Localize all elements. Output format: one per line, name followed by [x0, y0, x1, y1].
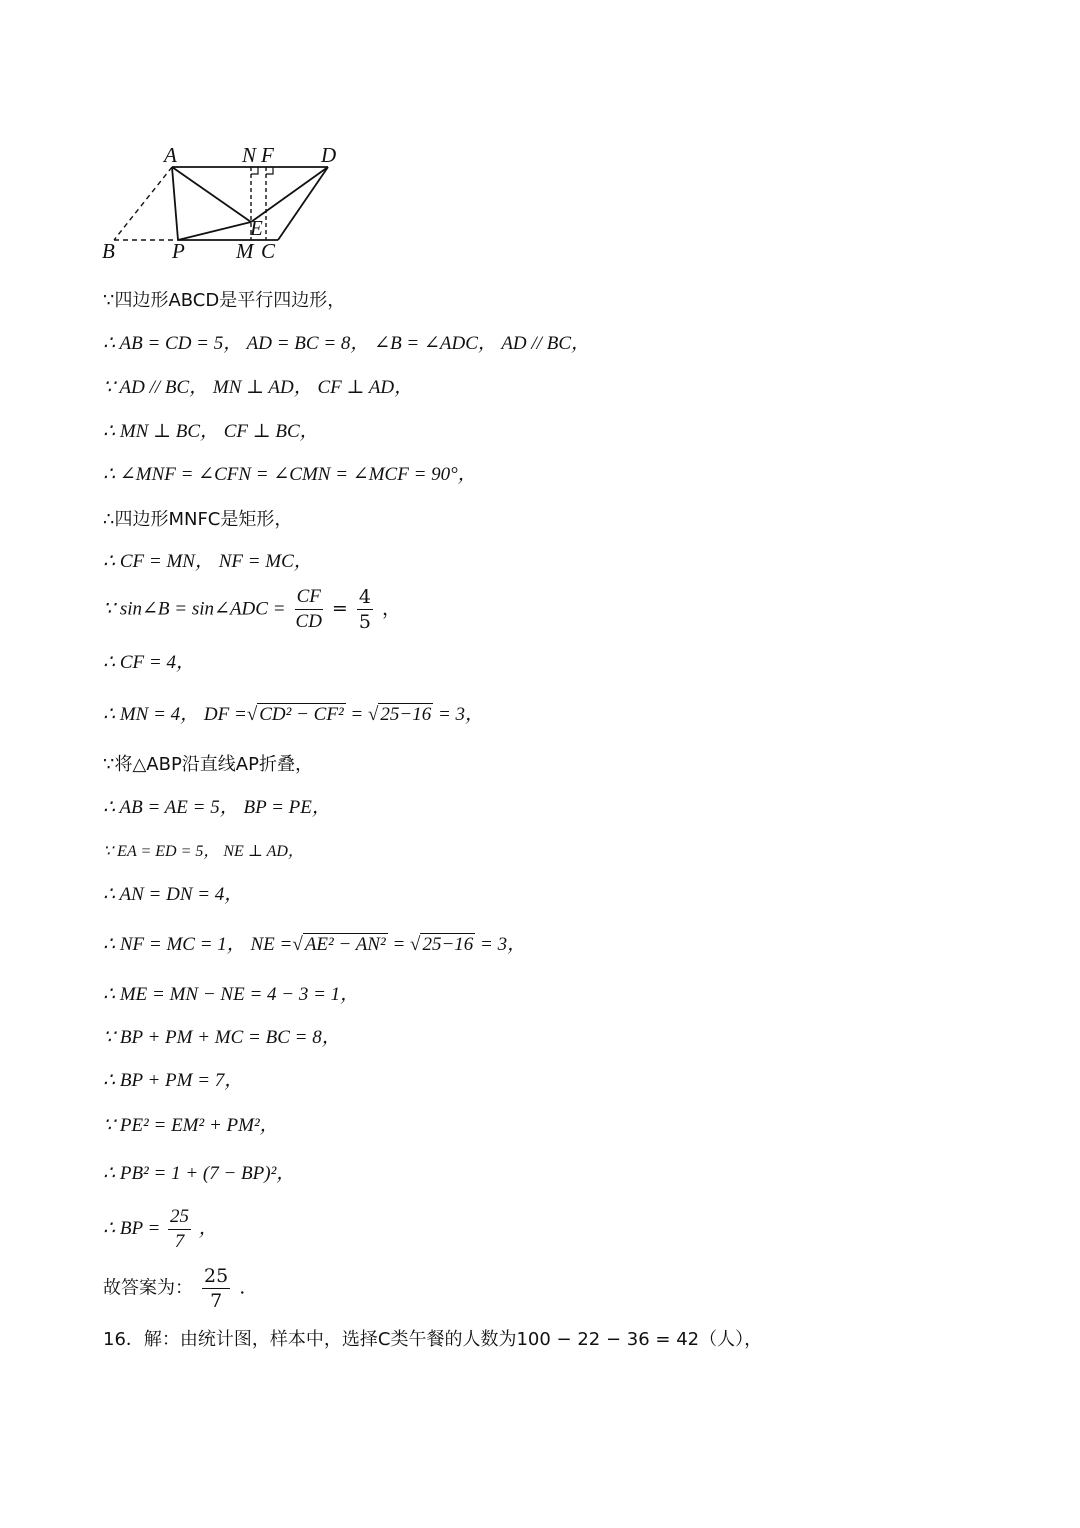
- proof-line: ∴ PB² = 1 + (7 − BP)²，: [103, 1163, 296, 1184]
- question-16-line: 16．解：由统计图，样本中，选择C类午餐的人数为100 − 22 − 36 = 42（人），: [103, 1329, 763, 1350]
- proof-line-sqrt: ∴ NF = MC = 1， NE =√ AE² − AN² = √ 25−16 = 3，: [103, 934, 527, 955]
- proof-line: ∴ ME = MN − NE = 4 − 3 = 1，: [103, 984, 360, 1005]
- proof-line: ∴ BP + PM = 7，: [103, 1070, 244, 1091]
- proof-line: ∵ EA = ED = 5， NE ⊥ AD，: [103, 843, 304, 860]
- proof-line: ∴四边形MNFC是矩形，: [103, 509, 293, 530]
- answer-line: [103, 1264, 245, 1313]
- proof-line: ∴ AN = DN = 4，: [103, 884, 244, 905]
- expression: ∵ sin∠B = sin∠ADC =: [103, 598, 286, 620]
- fraction: $\frac{25}{7}$: [204, 1265, 229, 1312]
- proof-line: ∵ BP + PM + MC = BC = 8，: [103, 1027, 341, 1048]
- proof-line: ∵ PE² = EM² + PM²，: [103, 1115, 279, 1136]
- proof-line: ∴ AB = CD = 5， AD = BC = 8， ∠B = ∠ADC， AD // BC，: [103, 333, 590, 354]
- expression: ∴ MN = 4， DF =: [103, 704, 247, 725]
- expression: ∴ NF = MC = 1， NE =: [103, 934, 293, 955]
- label-P: P: [172, 239, 185, 263]
- expression: ∴ BP =: [103, 1217, 161, 1239]
- proof-line: ∴ AB = AE = 5， BP = PE，: [103, 797, 331, 818]
- proof-line: ∴ CF = 4，: [103, 652, 195, 673]
- equals: =: [331, 597, 348, 620]
- proof-line-fraction: [103, 585, 401, 634]
- proof-line: ∵四边形ABCD是平行四边形，: [103, 290, 346, 311]
- punctuation: ，: [382, 597, 402, 620]
- label-A: A: [164, 143, 177, 167]
- equals: =: [350, 704, 364, 725]
- answer-label: 故答案为：: [103, 1277, 193, 1299]
- punctuation: .: [239, 1276, 246, 1299]
- fraction: $\frac{CF}{CD}$: [295, 586, 322, 632]
- expression: = 3，: [437, 704, 485, 725]
- sqrt-expression: 25−16: [422, 934, 474, 955]
- equals: =: [392, 934, 406, 955]
- label-C: C: [261, 239, 276, 263]
- proof-line-fraction: [103, 1205, 218, 1254]
- label-D: D: [321, 143, 337, 167]
- label-B: B: [102, 239, 115, 263]
- proof-line: ∵ AD // BC， MN ⊥ AD， CF ⊥ AD，: [103, 377, 414, 398]
- sqrt-expression: AE² − AN²: [304, 934, 386, 955]
- proof-line: ∴ MN ⊥ BC， CF ⊥ BC，: [103, 421, 319, 442]
- expression: = 3，: [480, 934, 527, 955]
- proof-line: ∵将△ABP沿直线AP折叠，: [103, 754, 313, 775]
- parallelogram-figure: [98, 140, 358, 270]
- proof-line-sqrt: ∴ MN = 4， DF =√ CD² − CF² = √ 25−16 = 3，: [103, 704, 485, 725]
- sqrt-expression: 25−16: [380, 704, 432, 725]
- label-M: M: [236, 239, 254, 263]
- label-N: N: [242, 143, 257, 167]
- proof-line: ∴ ∠MNF = ∠CFN = ∠CMN = ∠MCF = 90°，: [103, 464, 477, 485]
- sqrt-expression: CD² − CF²: [259, 704, 344, 725]
- label-F: F: [261, 143, 274, 167]
- label-E: E: [250, 216, 263, 240]
- punctuation: ，: [198, 1217, 218, 1239]
- proof-line: ∴ CF = MN， NF = MC，: [103, 551, 313, 572]
- fraction: $\frac{25}{7}$: [170, 1206, 190, 1252]
- fraction: $\frac{4}{5}$: [358, 586, 371, 633]
